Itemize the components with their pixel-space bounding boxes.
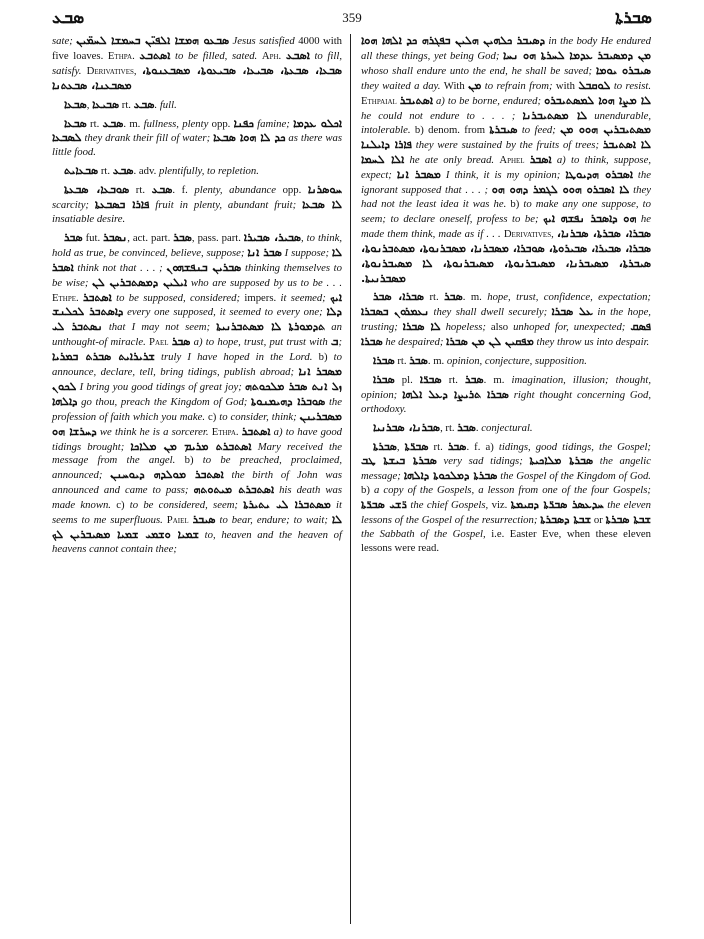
syriac-text: ܐܝܟ ܕܐܣܬܒܪ ܠܟܠܢܫ <box>52 290 342 319</box>
entry-text: think not that . . . ; <box>73 261 167 274</box>
dictionary-entry <box>361 373 651 417</box>
syriac-text: ܪ̈ܫܝ ܣܒܪ̈ܬܐ <box>361 498 407 512</box>
entry-text: go thou, preach the Kingdom of God; <box>77 395 252 408</box>
entry-text: . full. <box>154 98 177 111</box>
entry-text: the Gospel of the Kingdom of God. <box>497 470 651 483</box>
entry-text: to bear, endure; to wait; <box>215 514 332 527</box>
entry-text: fut. <box>82 231 104 244</box>
grammar-label: Ethpa. <box>107 49 140 62</box>
syriac-text: ܡܣܒܪ ܐܢܐ ܠܟܘܢ <box>52 365 343 393</box>
syriac-text: ܡܣܒܪܝܢܢ ܕܚܪܫܐ ܗܘ <box>52 409 342 438</box>
syriac-text: ܚܕܥܣܪ ܣܒܪ̈ܬܐ ܕܩܝܡܬܐ <box>510 498 604 512</box>
syriac-text: ܥܠ ܣܒܪܐ <box>551 305 593 319</box>
entry-text: to be preached, proclaimed, announced; <box>52 454 343 482</box>
syriac-text: ܣܒܥܐ <box>64 97 87 111</box>
entry-text: who are supposed by us to be . . . <box>187 276 343 289</box>
entry-text: fruit in plenty, abundant fruit; <box>149 199 303 212</box>
syriac-text: ܣܒܥܐ، ܣܒܥܬܐ، ܣܒܝܥܐ، ܣܒܝܥܘܬܐ، ܡܣܒܥܢܘܬܐ، ܡܣܒܥܢܐ، ܣܒܥܬܢܐ <box>52 63 342 92</box>
entry-text: they waited a day. <box>361 79 444 92</box>
syriac-text: ܣܒܪ <box>457 420 476 434</box>
entry-text: they were sustained by the fruits of trees; <box>411 139 603 152</box>
entry-text: plentifully, to repletion. <box>158 165 259 178</box>
entry-text: imagination, illusion; thought, opinion; <box>361 373 651 401</box>
dictionary-entry <box>52 231 342 557</box>
entry-text: to be supposed, considered; <box>111 291 245 304</box>
entry-text: b) <box>318 351 334 364</box>
entry-text: he could not endure to . . . ; <box>361 109 523 122</box>
entry-text: . f. a) <box>466 440 499 453</box>
syriac-text: ܡܢ <box>468 78 482 92</box>
syriac-text: ܣܝܒܪ <box>192 513 216 527</box>
syriac-text: ܫܪܝܪܐܝܬ ܣܒܪܬ ܒܡܪܝܐ <box>52 350 155 364</box>
entry-text: b) denom. from <box>414 124 490 137</box>
syriac-text: ܣܒܪ <box>409 354 428 368</box>
entry-text: . <box>475 421 482 434</box>
syriac-text: ܐܣܬܒܪ <box>83 290 112 304</box>
syriac-text: ܡܢ ܕܡܣܝܒܪ ܥܕܡܐ ܠܚܪܬܐ ܗܘ ܢܚܐ <box>503 48 651 62</box>
syriac-text: ܣܒܪܐ، ܣܒܪ <box>373 290 425 304</box>
syriac-text: ܣܒܪܬܐ ܕܡܠܟܘܬܐ ܕܐܠܗܐ <box>403 469 498 483</box>
entry-text: to be considered, seem; <box>129 499 244 512</box>
entry-text: a copy of the Gospels, a lesson from one of the four Gospels; <box>373 484 651 497</box>
entry-text: to feed; <box>517 124 561 137</box>
entry-text: With <box>443 79 469 92</box>
syriac-text: ܣܒܥ <box>133 97 155 111</box>
syriac-text: ܐܣܬܒܪ <box>241 424 271 438</box>
dictionary-entry <box>52 98 342 113</box>
entry-text: . f. <box>172 184 195 197</box>
entry-text: to resist. <box>610 79 651 92</box>
syriac-text: ܣܘܒܪܐ ܕܗܝܡܢܘܬܐ <box>251 394 326 408</box>
entry-text: the ignorant supposed that . . . ; <box>361 169 651 197</box>
entry-text: to refrain from; <box>481 79 556 92</box>
dictionary-entry <box>361 290 651 350</box>
entry-text: it seems to me superfluous. <box>52 499 342 527</box>
syriac-text: ܠܐ ܫܡܝܐ ܘܫܡܝ ܫܡܝܐ ܡܣܝܒܪܝܢ ܠܟ <box>52 513 342 541</box>
syriac-text: ܐܝܠܝܢ ܕܡܣܬܒܪܝܢ ܠܢ <box>92 275 188 289</box>
syriac-text: ܚܘܣܪܢܐ <box>307 183 342 197</box>
syriac-text: ܦܐܪܐ ܒܣܒܥܬܐ <box>94 198 150 212</box>
entry-text: with <box>555 79 579 92</box>
entry-text: . adv. <box>133 165 159 178</box>
syriac-text: ܣܒܪܬܐ ܒܝܫܬܐ ܛܒ <box>361 454 437 468</box>
dictionary-entry <box>52 34 342 94</box>
entry-text: the Sabbath of the Gospel, <box>361 528 492 540</box>
syriac-text: ܟܕ ܠܐ ܗܘܐ ܣܒܥܐ <box>213 131 286 145</box>
entry-text: rt. <box>428 440 448 453</box>
syriac-text: ܣܒܥܘ ܗܡܫܐ ܐܠܦܝ̈ܢ ܒܚܡܫܐ ܠܚܡ̈ܝܢ <box>76 34 230 47</box>
syriac-text: ܫܒܬܐ ܣܒܪܬܐ <box>605 513 652 527</box>
grammar-label: Aph. <box>261 49 286 62</box>
syriac-text: ܣܒܥ <box>151 183 173 197</box>
column-divider <box>350 34 351 924</box>
entry-text: tidings, good tidings, the Gospel; <box>498 440 651 453</box>
entry-text: ; <box>338 336 342 349</box>
syriac-text: ܣܒܪܢܐ، ܣܒܪܢܝܐ <box>373 420 441 434</box>
syriac-text: ܣܒܝܥܐ <box>92 97 120 111</box>
syriac-text: ܒ <box>330 335 339 349</box>
syriac-text: ܐܟܠܘ ܥܕܡܐ ܠܣܒܥܐ <box>52 116 343 145</box>
entry-text: , act. part. <box>127 231 174 244</box>
grammar-label: Ethpa. <box>211 425 242 438</box>
syriac-text: ܕܠܐ ܢܣܬܒܪ ܠܝ <box>52 305 342 334</box>
entry-text: c) <box>207 410 220 423</box>
syriac-text: ܠܘܩܒܠ <box>578 78 611 92</box>
syriac-text: ܣܒܥ <box>102 116 124 130</box>
entry-text: Jesus satisfied <box>229 35 299 47</box>
right-column <box>361 34 651 560</box>
entry-text: unendurable, intolerable. <box>361 109 651 137</box>
entry-text: truly I have hoped in the Lord. <box>154 351 319 364</box>
entry-text: rt. <box>98 165 113 178</box>
entry-text: the birth of John was announced and came to pass; <box>52 469 343 497</box>
entry-text: . m. <box>462 291 488 304</box>
grammar-label: Ethpe. <box>52 291 84 304</box>
entry-text: to be filled, sated. <box>170 49 262 62</box>
syriac-text: ܐܣܒܥ <box>285 48 310 62</box>
syriac-text: ܣܒܪܐ <box>373 372 395 386</box>
syriac-text: ܣܒܪܬܐ <box>373 439 397 453</box>
entry-text: he despaired; <box>382 336 447 349</box>
entry-text: they throw us into despair. <box>533 336 650 349</box>
entry-text: to fill, satisfy. <box>52 49 342 77</box>
entry-text: or <box>591 514 606 527</box>
entry-text: rt. <box>424 291 445 304</box>
entry-text: he ate only bread. <box>404 154 500 167</box>
entry-text: rt. <box>129 184 152 197</box>
syriac-text: ܣܒܝܪ، ܣܒܝܪܐ <box>243 230 301 244</box>
syriac-text: ܣܒܪܬܐ ܡܠܐܟܝܬܐ <box>529 454 594 468</box>
dictionary-entry <box>52 183 342 227</box>
entry-text: the profession of faith which you make. <box>52 395 342 423</box>
syriac-text: ܠܐ ܐܣܒܪ <box>52 245 342 274</box>
entry-text: famine; <box>253 117 294 130</box>
dictionary-entry <box>361 440 651 556</box>
entry-text: a) to have good tidings brought; <box>52 425 343 453</box>
syriac-text: ܙܠ ܐܢܬ ܣܒܪ ܡܠܟܘܬܗ ܕܐܠܗܐ <box>52 379 343 408</box>
entry-text: a) to think, suppose, expect; <box>361 154 651 182</box>
entry-text: plenty, abundance <box>194 184 283 197</box>
grammar-label: Derivatives, <box>503 227 557 240</box>
syriac-text: ܫܒܬܐ ܕܣܒܪܬܐ <box>540 513 592 527</box>
syriac-text: ܕܣܝܒܪ ܟܠܗܝܢ ܗܠܝܢ ܒܦܓܪܗ ܟܕ ܐܠܗܐ ܗܘܐ <box>361 34 546 47</box>
entry-text: a) to hope, trust, put trust with <box>190 336 331 349</box>
entry-text: . m. <box>427 355 447 368</box>
entry-text: , pass. part. <box>191 231 244 244</box>
syriac-text: ܠܐ ܐܣܬܝܒܪ ܐܠܐ ܠܚܡܐ <box>361 138 652 167</box>
syriac-text: ܦܣܩ ܣܒܪܐ <box>361 320 651 349</box>
syriac-text: ܣܒܪܐ ܬܪܝܨܐ ܕܥܠ ܐܠܗܐ <box>402 387 509 401</box>
syriac-text: ܐܣܬܒܥ <box>139 48 171 62</box>
syriac-text: ܣܒܪ̈ܬܐ <box>404 439 429 453</box>
entry-text: we think he is a sorcerer. <box>96 425 212 438</box>
entry-text: opinion, conjecture, supposition. <box>446 355 587 368</box>
running-head <box>52 6 652 28</box>
syriac-text: ܡܦܩܝܢ ܠܢ ܡܢ ܣܒܪܐ <box>446 335 534 349</box>
syriac-text: ܣܝܒܪܬܐ <box>489 123 518 137</box>
entry-text: , <box>86 98 93 111</box>
syriac-text: ܐܣܒܪܘ ܗܕܝܘܛܐ <box>565 168 633 182</box>
entry-text: . m. <box>123 117 144 130</box>
grammar-label: Pael <box>149 336 172 349</box>
entry-text: in the hope, trusting; <box>361 306 651 334</box>
syriac-text: ܢܥܡܪܘܢ ܒܣܒܪܐ <box>361 305 430 319</box>
entry-text: thinking themselves to be wise; <box>52 261 342 289</box>
entry-text: conjectural. <box>481 421 533 434</box>
syriac-text: ܣܒܪ ܐܢܐ <box>247 245 282 259</box>
syriac-text: ܣܒܥܐ <box>64 116 87 130</box>
entry-text: every one supposed, it seemed to every one; <box>123 306 327 319</box>
entry-text: he made them think, made as if . . . <box>361 212 651 240</box>
syriac-text: ܣܒܪ <box>64 230 83 244</box>
syriac-text: ܬܕܡܘܪܬܐ ܠܐ ܡܣܬܒܪܢܝܬܐ <box>216 320 326 334</box>
entry-text: rt. <box>86 117 103 130</box>
entry-text: b) <box>361 484 374 497</box>
page-number: 359 <box>342 10 362 25</box>
dictionary-entry <box>52 164 342 179</box>
entry-text: rt. <box>394 355 410 368</box>
entry-text: . m. <box>483 373 512 386</box>
syriac-text: ܟܦܢܐ <box>233 116 254 130</box>
entry-text: whoso shall endure unto the end, he shall be saved; <box>361 64 596 77</box>
grammar-label: Ethpaial <box>361 94 400 107</box>
syriac-text: ܣܘܒܥܐ، ܣܒܥܬܐ <box>64 183 130 197</box>
entry-text: insatiable desire. <box>52 212 126 225</box>
entry-text: impers. <box>244 291 281 304</box>
syriac-text: ܢܣܒܪ <box>103 230 128 244</box>
entry-text: , <box>396 440 405 453</box>
entry-text: they had not the least idea it was he. <box>361 184 651 210</box>
syriac-text: ܠܐ ܣܒܪܐ <box>402 320 441 334</box>
entry-text: b) <box>184 454 203 467</box>
entry-text: the angelic message; <box>361 455 651 483</box>
entry-text: b) <box>510 197 524 210</box>
entry-text: sate; <box>52 35 77 47</box>
entry-text: the chief Gospels, <box>406 499 492 512</box>
entry-text: viz. <box>491 499 511 512</box>
syriac-text: ܐܣܬܝܒܪ <box>399 93 433 107</box>
syriac-text: ܣܒܪ <box>465 372 484 386</box>
syriac-text: ܠܐ ܣܒܥܐ <box>302 198 342 212</box>
syriac-text: ܐܣܬܒܪ ܡܘܠܕܗ ܕܝܘܚܢܢ <box>110 468 224 482</box>
entry-text: that I may not seem; <box>102 321 217 334</box>
syriac-text: ܐܣܬܒܪܬ ܡܝܬܘܬܗ <box>193 483 275 497</box>
syriac-text: ܗܘ ܕܐܣܒܪ ܢܦܫܗ ܐܝܟ <box>543 211 637 225</box>
entry-text: 4000 with five loaves. <box>52 35 343 62</box>
dictionary-entry <box>52 117 342 161</box>
dictionary-entry <box>361 34 651 286</box>
syriac-text: ܐܣܬܒܪܬ ܡܪܝܡ ܡܢ ܡܠܐܟܐ <box>130 439 252 453</box>
syriac-text: ܡܣܒܪ ܐܢܐ <box>396 168 441 182</box>
entry-text: hope, trust, confidence, expectation; <box>487 291 651 304</box>
entry-text: to consider, think; <box>219 410 300 423</box>
entry-text: also <box>490 321 514 334</box>
entry-text: an unthought-of miracle. <box>52 321 342 349</box>
syriac-text: ܣܒܪ <box>447 439 467 453</box>
syriac-text: ܣܒܪܐ <box>373 354 395 368</box>
entry-text: to announce, declare, tell, bring tidings, publish abroad; <box>52 351 342 379</box>
entry-text: as there was little food. <box>52 132 342 159</box>
syriac-text: ܣܒܥܐܝܬ <box>64 164 99 178</box>
entry-text: right thought concerning God, orthodoxy. <box>361 388 651 415</box>
left-column <box>52 34 342 561</box>
syriac-text: ܐܣܒܪ <box>529 153 552 167</box>
entry-text: i.e. Easter Eve, when these eleven lessons were read. <box>361 528 651 554</box>
entry-text: pl. <box>394 373 420 386</box>
syriac-text: ܡܣܬܒܪܐ ܠܝ ܝܬܝܪܬܐ <box>243 498 331 512</box>
dictionary-entry <box>361 421 651 436</box>
entry-text: opp. <box>282 184 308 197</box>
left-running-headword: ܣܒܥ <box>52 8 85 27</box>
grammar-label: Aphel <box>499 154 530 167</box>
syriac-text: ܠܐ ܡܨܐ ܗܘܐ ܠܡܣܬܝܒܪܘ <box>544 93 652 107</box>
entry-text: fullness, plenty <box>143 117 212 130</box>
entry-text: Mary received the message from the angel. <box>52 440 342 467</box>
entry-text: to make any one suppose, to seem; to declare oneself, profess to be; <box>361 197 651 225</box>
grammar-label: Derivatives, <box>86 64 142 77</box>
syriac-text: ܣܒܪܝܢ ܒܢܦܫܗܘܢ <box>166 260 242 274</box>
entry-text: rt. <box>119 98 134 111</box>
syriac-text: ܡܣܬܝܒܪܝܢ ܗܘܘ ܡܢ ܦܐܪܐ ܕܐܝܠܢܐ <box>361 123 651 152</box>
entry-text: the eleven lessons of the Gospel of the resurrection; <box>361 499 651 527</box>
entry-text: opp. <box>211 117 234 130</box>
entry-text: I bring you good tidings of great joy; <box>76 380 245 393</box>
entry-text: I suppose; <box>281 246 332 259</box>
entry-text: very sad tidings; <box>436 455 530 468</box>
entry-text: c) <box>116 499 130 512</box>
entry-text: a) to be borne, endured; <box>432 94 545 107</box>
entry-text: they shall dwell securely; <box>429 306 552 319</box>
entry-text: I think, it is my opinion; <box>440 169 566 182</box>
entry-text: to, heaven and the heaven of heavens cannot contain thee; <box>52 529 342 555</box>
entry-text: they drank their fill of water; <box>81 132 214 145</box>
grammar-label: Paiel <box>166 514 193 527</box>
entry-text: , to think, hold as true, be convinced, believe, suppose; <box>52 231 343 259</box>
entry-text: unhoped for, unexpected; <box>513 321 631 334</box>
entry-text: his death was made known. <box>52 484 342 512</box>
entry-text: hopeless; <box>440 321 491 334</box>
syriac-text: ܣܒܥ <box>112 164 134 178</box>
entry-text: scarcity; <box>52 199 95 212</box>
entry-text: in the body He endured all these things, yet being God; <box>361 35 651 62</box>
syriac-text: ܣܒܪ̈ܐ <box>419 372 442 386</box>
dictionary-entry <box>361 354 651 369</box>
syriac-text: ܣܒܪ <box>171 335 191 349</box>
syriac-text: ܣܒܪܐ، ܣܒܪܬܐ، ܣܒܪܢܐ، ܣܒܪܐ، ܣܒܝܪܐ، ܣܒܝܪܘܬܐ، ܣܘܒܪܐ، ܡܣܒܪܢܐ، ܡܣܒܪܢܘܬܐ، ܡܣܬܒܪܢܘܬܐ، ܣܝܒܪܬܐ، ܡܣܝܒܪܢܐ، ܡܣܝܒܪܢܘܬܐ، ܡܣܝܒܪܢܘܬܐ، ܠܐ ܡܣܝܒܪܢܘܬܐ، ܡܣܒܪܢܝܬܐ. <box>361 226 651 285</box>
entry-text: rt. <box>441 373 466 386</box>
right-running-headword: ܣܒܪܬܐ <box>615 8 652 27</box>
syriac-text: ܠܐ ܡܣܬܝܒܪܢܐ <box>522 108 588 122</box>
entry-text: it seemed; <box>280 291 331 304</box>
syriac-text: ܠܐ ܐܣܒܪܘ ܗܘܘ ܠܓܡܪ ܕܗܘ ܗܘ <box>491 183 630 197</box>
syriac-text: ܣܝܒܪܘ ܝܘܡܐ <box>595 63 651 77</box>
syriac-text: ܣܒܪ <box>444 290 463 304</box>
entry-text: , rt. <box>440 421 458 434</box>
syriac-text: ܣܒܪ <box>173 230 192 244</box>
